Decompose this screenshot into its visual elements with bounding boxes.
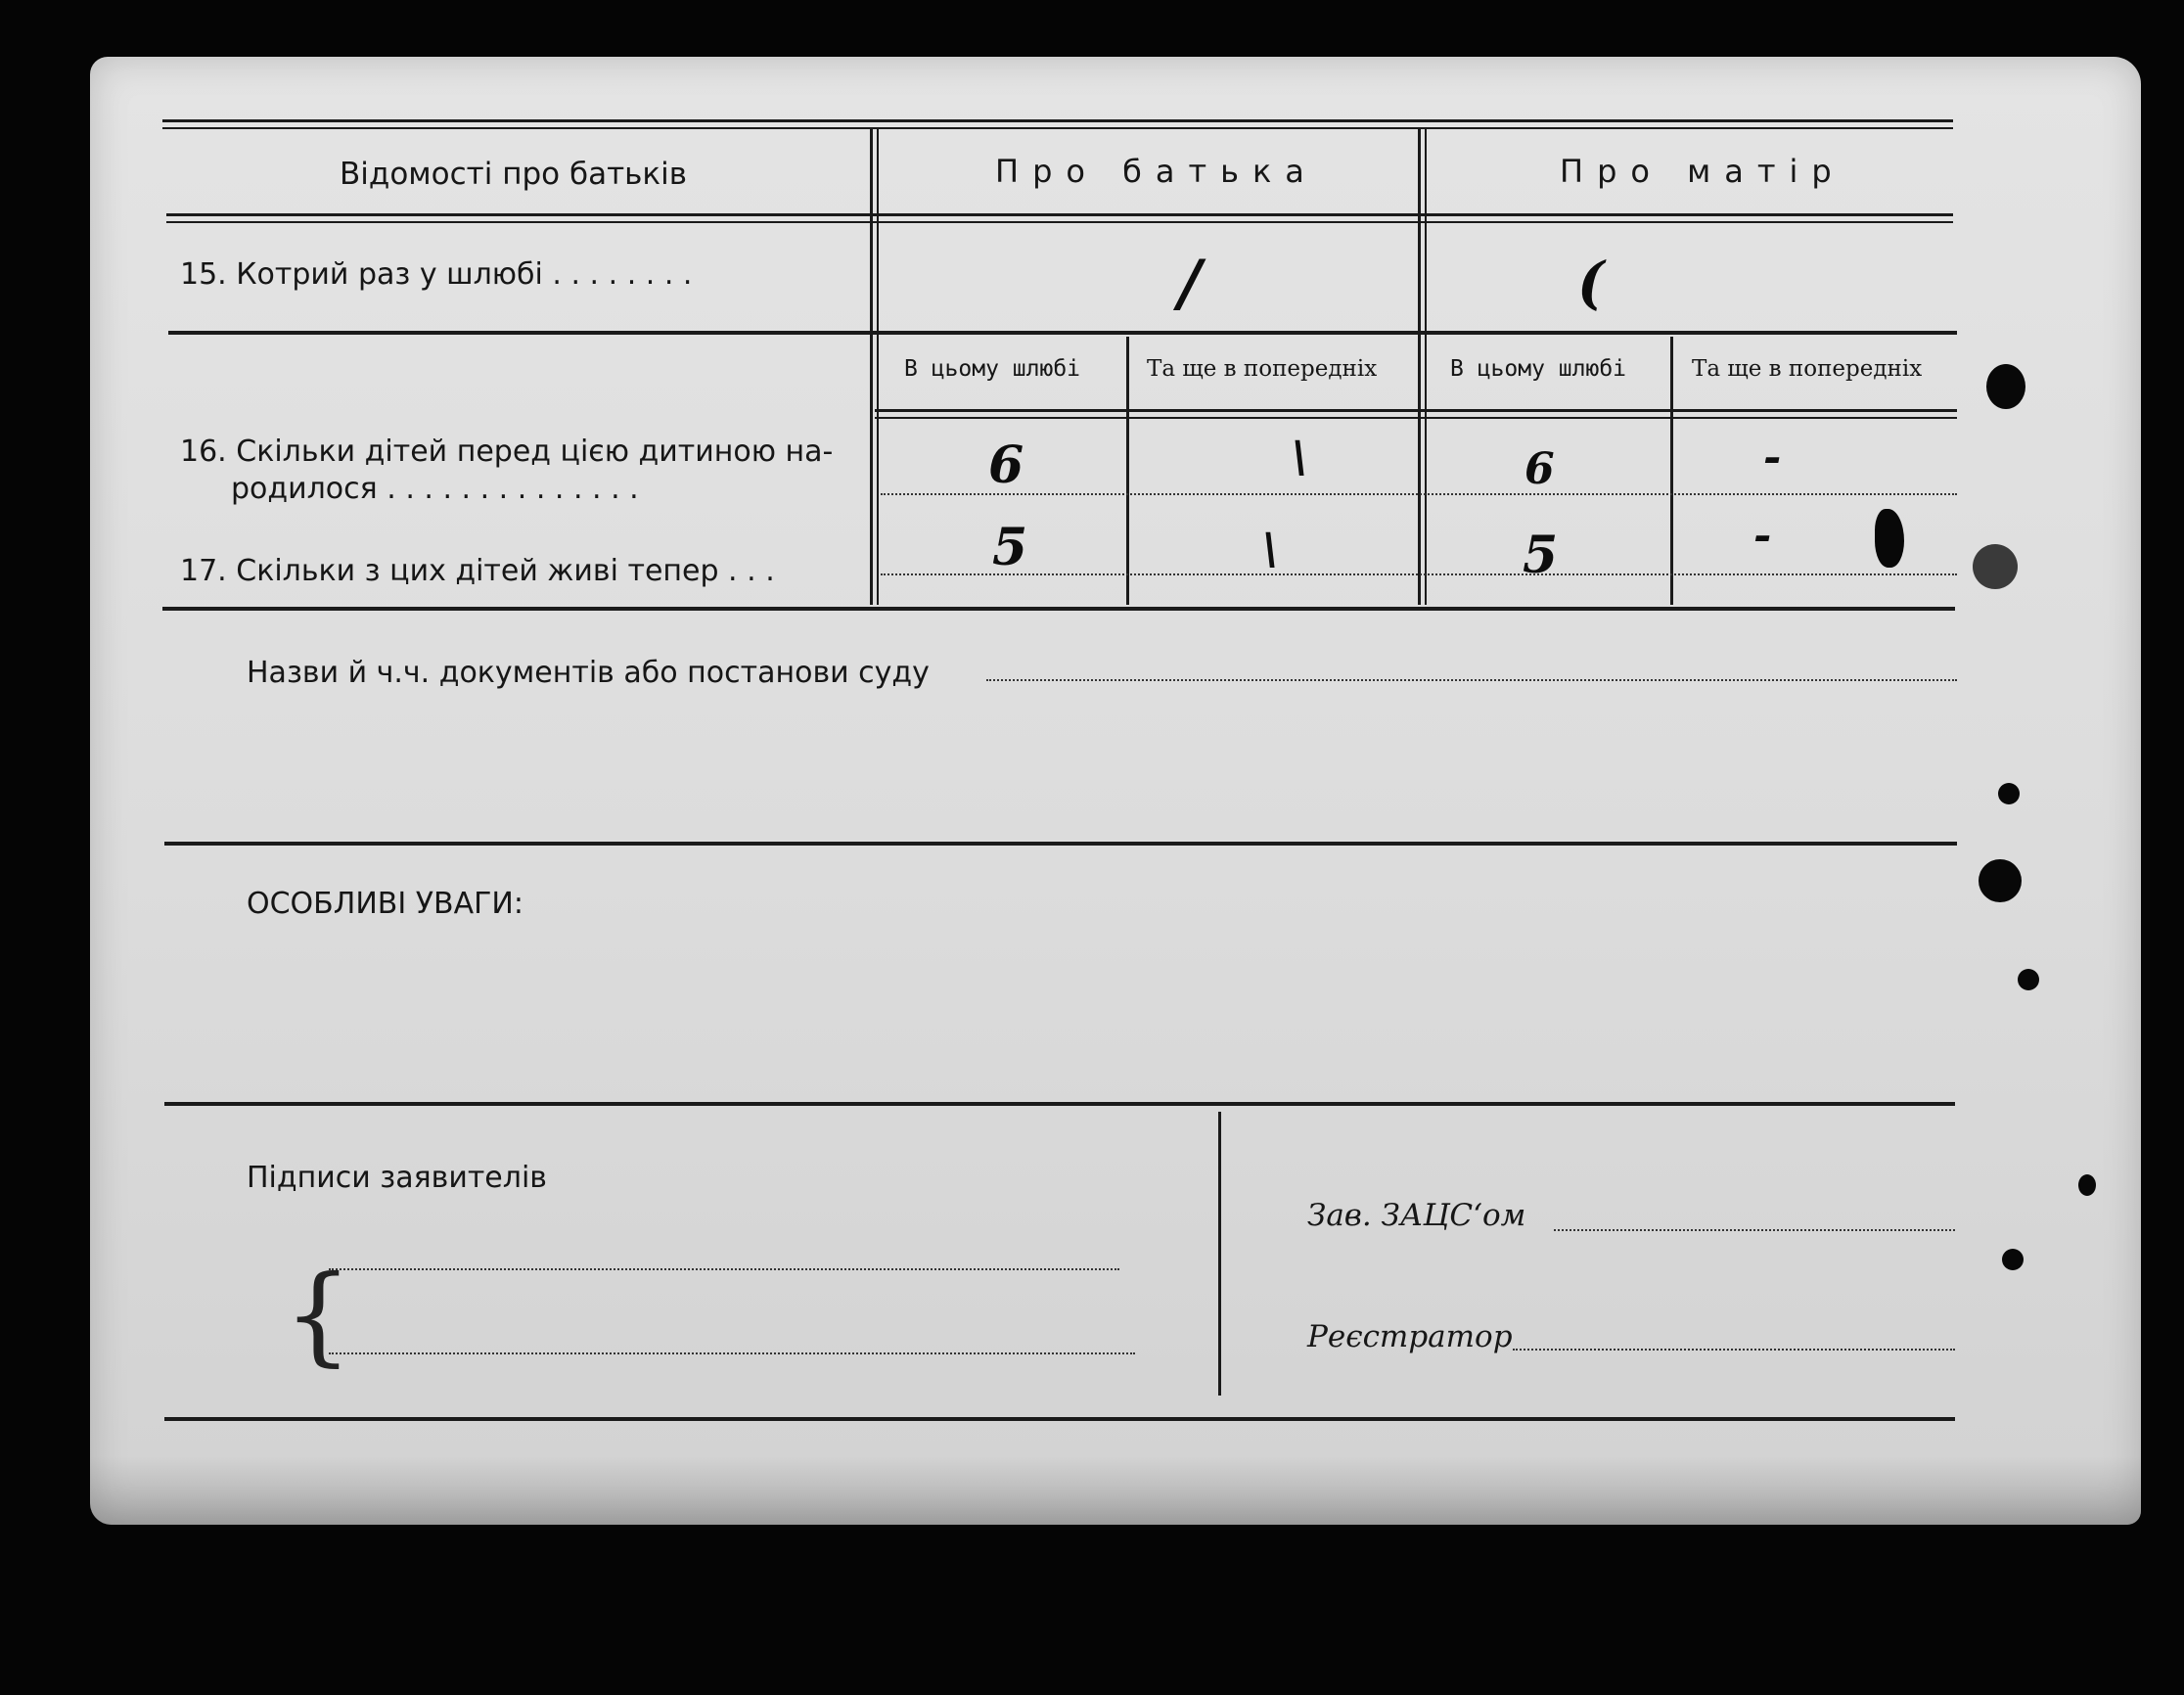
row17-father-prev-value: \ [1262, 525, 1279, 574]
column-father-header: Про батька [995, 153, 1318, 190]
father-this-marriage-header: В цьому шлюбі [904, 356, 1081, 382]
row16-father-this-value: 6 [988, 435, 1024, 495]
row16-mother-prev-value: - [1763, 433, 1782, 482]
registrar-signature-line [1513, 1349, 1955, 1351]
punch-hole-icon [1973, 544, 2018, 589]
remarks-bottom-rule [164, 1102, 1955, 1106]
section-title: Відомості про батьків [340, 157, 688, 192]
top-rule [162, 119, 1953, 122]
documents-dotted-line [986, 679, 1957, 681]
row15-bottom-rule [168, 331, 1957, 335]
row16-dotted-rule [881, 493, 1957, 495]
row15-mother-value: ( [1577, 250, 1605, 316]
signature-brace: { [284, 1252, 352, 1377]
signature-divider [1218, 1112, 1221, 1396]
mother-previous-header: Та ще в попередніх [1692, 356, 1923, 382]
mother-sub-divider [1670, 337, 1673, 605]
documents-bottom-rule [164, 842, 1957, 846]
signatures-label: Підписи заявителів [247, 1161, 547, 1195]
father-mother-divider [1418, 127, 1421, 605]
bottom-rule [164, 1417, 1955, 1421]
subheader-bottom-rule [875, 409, 1957, 412]
column-mother-header: Про матір [1560, 153, 1845, 190]
remarks-label: ОСОБЛИВІ УВАГИ: [247, 887, 523, 921]
form-sheet [90, 57, 2141, 1525]
punch-hole-icon [1979, 859, 2022, 902]
row16-label-line2: родилося . . . . . . . . . . . . . . [231, 472, 639, 506]
documents-label: Назви й ч.ч. документів або постанови суду [247, 656, 930, 690]
punch-hole-icon [2018, 969, 2039, 990]
row17-mother-this-value: 5 [1523, 526, 1559, 585]
registrar-label: Реєстратор [1307, 1319, 1513, 1354]
punch-hole-icon [1998, 783, 2020, 804]
table-bottom-rule [162, 607, 1955, 611]
label-column-divider [870, 127, 873, 605]
punch-hole-icon [2002, 1249, 2024, 1270]
head-label: Зав. ЗАЦС‘ом [1307, 1198, 1526, 1233]
row17-dotted-rule [881, 573, 1957, 575]
row17-label: 17. Скільки з цих дітей живі тепер . . . [180, 554, 775, 588]
punch-hole-icon [1986, 364, 2025, 409]
row16-father-prev-value: \ [1292, 433, 1308, 482]
signature-line-2 [329, 1352, 1135, 1354]
row16-label-line1: 16. Скільки дітей перед цією дитиною на- [180, 435, 834, 469]
father-sub-divider [1126, 337, 1129, 605]
row17-father-this-value: 5 [992, 518, 1028, 577]
row15-label: 15. Котрий раз у шлюбі . . . . . . . . [180, 257, 693, 292]
father-previous-header: Та ще в попередніх [1147, 356, 1378, 382]
row17-mother-prev-value: - [1753, 511, 1772, 561]
punch-hole-icon [2078, 1174, 2096, 1196]
mother-this-marriage-header: В цьому шлюбі [1450, 356, 1627, 382]
header-bottom-rule [166, 213, 1953, 216]
signature-line-1 [329, 1268, 1119, 1270]
row16-mother-this-value: 6 [1524, 444, 1555, 494]
head-signature-line [1554, 1229, 1955, 1231]
row15-father-value: / [1178, 247, 1202, 320]
